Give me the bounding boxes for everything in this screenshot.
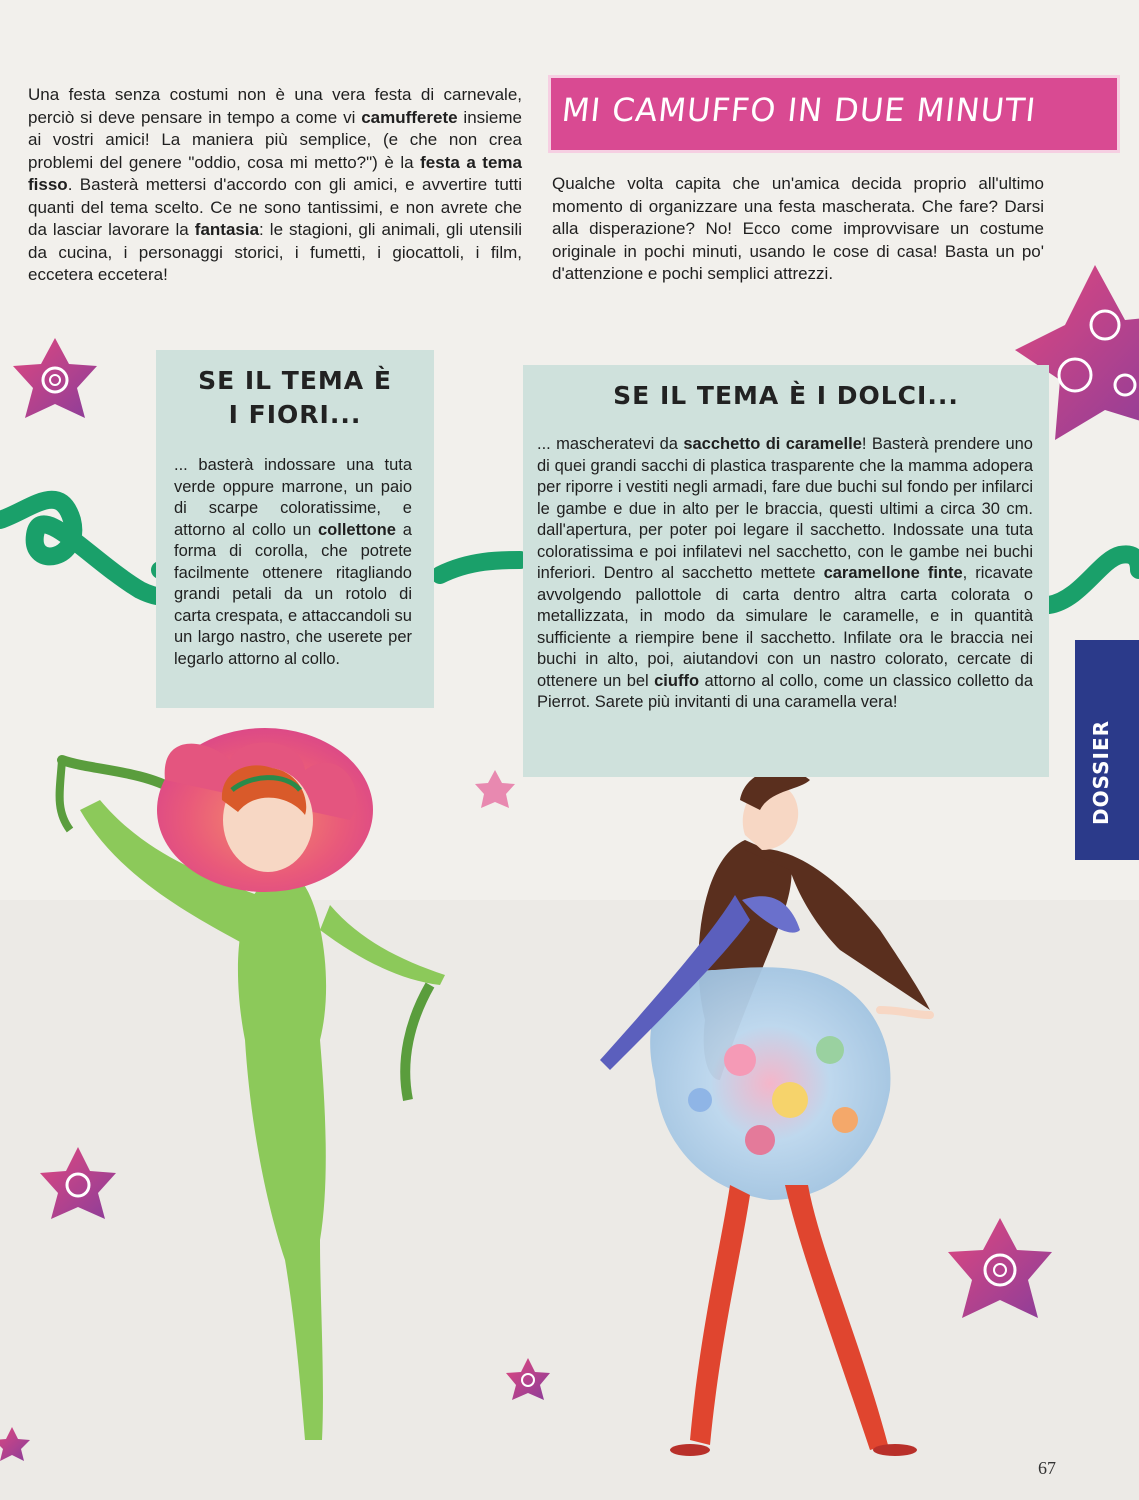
sidebar-paragraph: Qualche volta capita che un'amica decida proprio all'ultimo momento di organizzare una festa mascherata. Che fare? Darsi alla disperazione? No! Ecco come improvvisare un costume originale in pochi minuti, usando le cose di casa! Basta un po' d'attenzione e pochi semplici attrezzi. bbox=[552, 174, 1044, 283]
flowers-title-line2: I FIORI... bbox=[228, 400, 362, 429]
bold-phrase: festa a tema fisso bbox=[28, 152, 522, 194]
section-tab bbox=[1075, 640, 1139, 860]
text-run: ... mascheratevi da bbox=[537, 435, 684, 453]
sweets-theme-title: SE IL TEMA È I DOLCI... bbox=[613, 381, 959, 410]
bold-phrase: fantasia bbox=[194, 220, 260, 239]
flowers-title-line1: SE IL TEMA È bbox=[198, 366, 392, 395]
bold-phrase: sacchetto di caramelle bbox=[683, 435, 862, 453]
flowers-theme-title bbox=[156, 364, 434, 432]
text-run: . Basterà mettersi d'accordo con gli amici, e avvertire tutti quanti del tema scelto. Ce ne sono tantissimi, e non avrete che da lasciar lavorare la bbox=[28, 175, 522, 239]
bold-phrase: camufferete bbox=[361, 107, 458, 127]
text-run: Una festa senza costumi non è una vera festa di carnevale, perciò si deve pensare in tempo a come vi bbox=[28, 85, 522, 127]
candy-bag-costume-girl bbox=[600, 770, 930, 1456]
text-run: , ricavate avvolgendo pallottole di carta dentro altra carta colorata o metallizzata, in modo da simulare le caramelle, e in quantità sufficiente a riempire bene il sacchetto. Infilate ora le braccia nei buchi in alto, poi, aiutandovi con un nastro colorato, cercate di ottenere un bel bbox=[537, 564, 1034, 690]
text-run: insieme ai vostri amici! La maniera più semplice, (e che non crea problemi del genere "oddio, cosa mi metto?") è la bbox=[28, 107, 522, 172]
text-run: attorno al collo, come un classico colletto da Pierrot. Sarete più invitanti di una caramella vera! bbox=[537, 671, 1034, 711]
banner-title: MI CAMUFFO IN DUE MINUTI bbox=[560, 91, 1039, 129]
text-run: ! Basterà prendere uno di quei grandi sacchi di plastica trasparente che la mamma adopera per riporre i vestiti negli armadi, fare due buchi sul fondo per infilarci le gambe e due in alto per le braccia, questi ultimi a circa 30 cm. dall'apertura, per poter poi legare il sacchetto. Indossate una tuta coloratissima e poi infilatevi nel sacchetto, con le gambe nei buchi inferiori. Dentro al sacchetto mettete bbox=[537, 435, 1033, 582]
text-run: ... basterà indossare una tuta verde oppure marrone, un paio di scarpe coloratissime, e attorno al collo un bbox=[174, 456, 412, 539]
bold-phrase: collettone bbox=[318, 520, 396, 539]
text-run: a forma di corolla, che potrete facilmente ottenere ritagliando grandi petali da un rotolo di carta crespata, e attaccandoli su un largo nastro, che userete per legarlo attorno al collo. bbox=[174, 520, 412, 668]
text-run: : le stagioni, gli animali, gli utensili da cucina, i personaggi storici, i fumetti, i giocattoli, i film, eccetera eccetera! bbox=[28, 220, 522, 284]
page-number: 67 bbox=[1038, 1458, 1056, 1478]
bold-phrase: caramellone finte bbox=[823, 564, 963, 582]
section-tab-label: DOSSIER bbox=[1089, 719, 1113, 825]
bold-phrase: ciuffo bbox=[654, 671, 700, 690]
flowers-theme-text bbox=[174, 455, 412, 670]
flower-costume-girl bbox=[60, 728, 445, 1440]
sweets-theme-text bbox=[537, 434, 1033, 714]
